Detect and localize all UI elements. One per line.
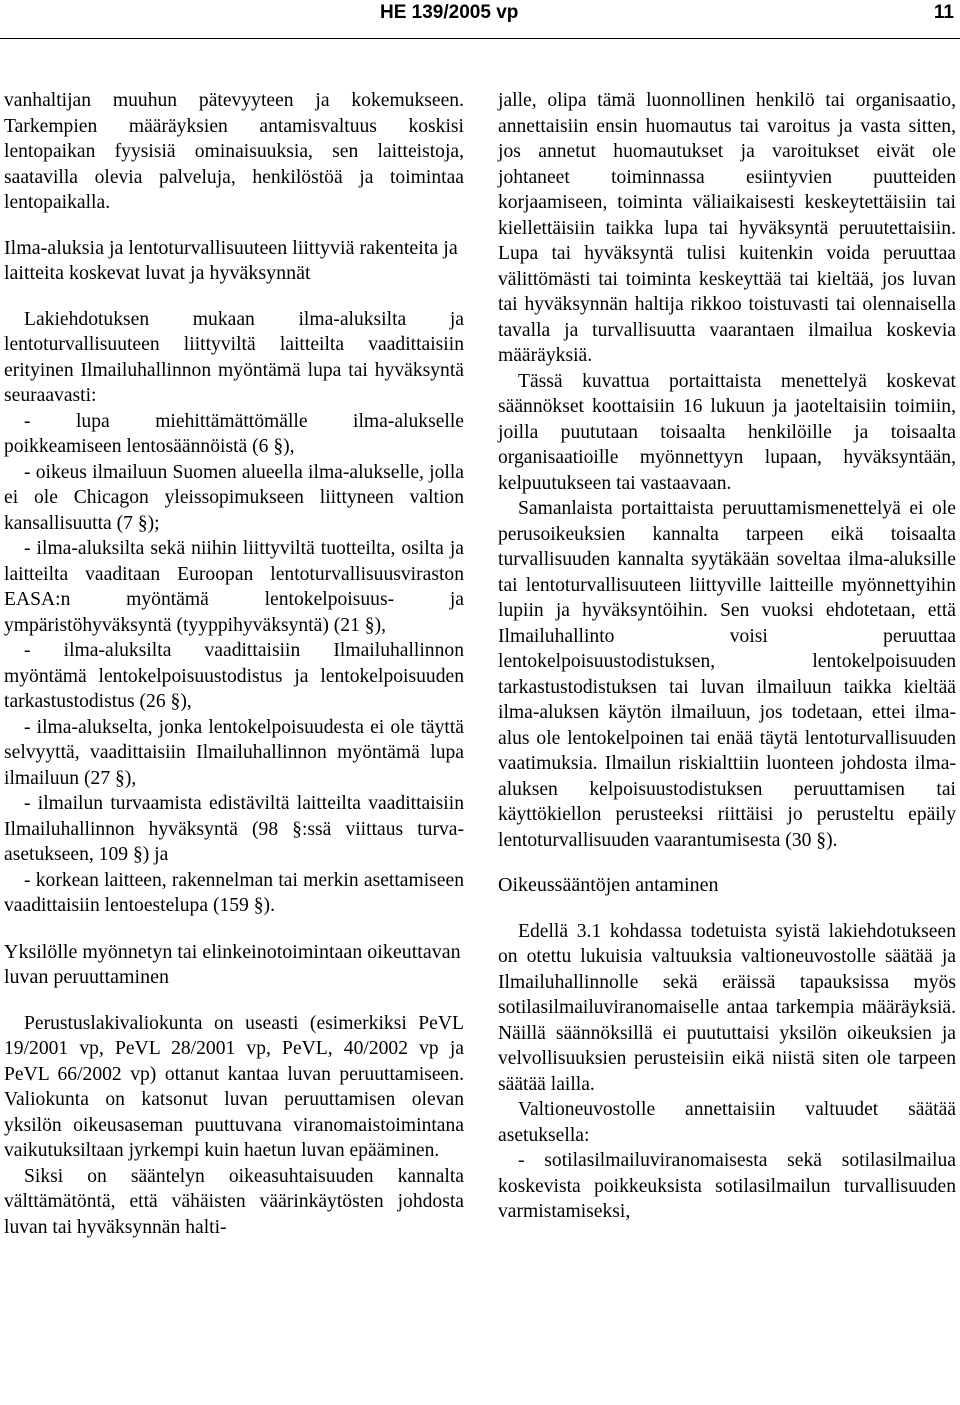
list-item: - korkean laitteen, rakennelman tai merkin asettamiseen vaadittaisiin lentoestelupa (159 §).	[4, 869, 464, 916]
right-column	[498, 88, 956, 1225]
paragraph: jalle, olipa tämä luonnollinen henkilö tai organisaatio, annettaisiin ensin huomautus tai varoitus ja vasta sitten, jos annetut huomautukset ja varoitukset eivät ole johtaneet toiminnassa esiintyvien puutteiden korjaamiseen, toiminta väliaikaisesti keskeytettäisiin tai kiellettäisiin taikka lupa tai hyväksyntä peruutettaisiin. Lupa tai hyväksyntä tulisi kuitenkin voida peruuttaa välittömästi tai toiminta keskeyttää tai kieltää, jos luvan tai hyväksynnän haltija rikkoo toistuvasti tai olennaisella tavalla ja turvallisuutta vaarantaen ilmailua koskevia määräyksiä.	[498, 90, 956, 366]
section-heading: Yksilölle myönnetyn tai elinkeinotoimintaan oikeuttavan luvan peruuttaminen	[4, 940, 461, 988]
page-number: 11	[933, 2, 954, 23]
paragraph: Valtioneuvostolle annettaisiin valtuudet säätää asetuksella:	[498, 1099, 956, 1146]
paragraph: Edellä 3.1 kohdassa todetuista syistä lakiehdotukseen on otettu lukuisia valtuuksia valtioneuvostolle säätää ja Ilmailuhallinnolle sekä eräissä tapauksissa myös sotilasilmailuviranomaiselle antaa tarkempia määräyksiä. Näillä säännöksillä ei puututtaisi yksilön oikeuksien ja velvollisuuksien perusteisiin eikä niistä siten ole tarpeen säätää lailla.	[498, 920, 956, 1095]
paragraph: vanhaltijan muuhun pätevyyteen ja kokemukseen. Tarkempien määräyksien antamisvaltuus koskisi lentopaikan fyysisiä ominaisuuksia, sen laitteistoja, saatavilla olevia palveluja, henkilöstöä ja toimintaa lentopaikalla.	[4, 90, 464, 213]
list-item: - ilma-alukselta, jonka lentokelpoisuudesta ei ole täyttä selvyyttä, vaadittaisiin Ilmailuhallinnon myöntämä lupa ilmailuun (27 §),	[4, 716, 464, 789]
paragraph: Siksi on sääntelyn oikeasuhtaisuuden kannalta välttämätöntä, että vähäisten väärinkäytösten johdosta luvan tai hyväksynnän halti-	[4, 1165, 464, 1238]
page-header	[0, 0, 960, 30]
paragraph: Perustuslakivaliokunta on useasti (esimerkiksi PeVL 19/2001 vp, PeVL 28/2001 vp, PeVL, 40/2002 vp ja PeVL 66/2002 vp) ottanut kantaa luvan peruuttamiseen. Valiokunta on katsonut luvan peruuttamisen olevan yksilön oikeusaseman puuttuvana viranomaistoimintana vaikutuksiltaan jyrkempi kuin haetun luvan epääminen.	[4, 1012, 464, 1161]
paragraph: Samanlaista portaittaista peruuttamismenettelyä ei ole perusoikeuksien kannalta tarpeen eikä toisaalta turvallisuuden kannalta syytäkään soveltaa ilma-aluksille tai lentoturvallisuuteen liittyville laitteille myönnettyihin lupiin ja hyväksyntöihin. Sen vuoksi ehdotetaan, että Ilmailuhallinto voisi peruuttaa lentokelpoisuustodistuksen, lentokelpoisuuden tarkastustodistuksen tai luvan ilmailuun taikka kieltää ilma-aluksen käytön ilmailuun, jos todetaan, ettei ilma-alus ole lentokelpoinen tai enää täytä lentoturvallisuuden vaatimuksia. Ilmailun riskialttiin luonteen johdosta ilma-aluksen kelpoisuustodistuksen peruuttamisen tai käyttökiellon perusteeksi riittäisi jo perusteltu epäily lentoturvallisuuden vaarantumisesta (30 §).	[498, 498, 956, 851]
list-item: - ilmailun turvaamista edistäviltä laitteilta vaadittaisiin Ilmailuhallinnon hyväksyntä (98 §:ssä viittaus turva-asetukseen, 109 §) ja	[4, 793, 464, 865]
list-item: - sotilasilmailuviranomaisesta sekä sotilasilmailua koskevista poikkeuksista sotilasilmailun turvallisuuden varmistamiseksi,	[498, 1150, 956, 1222]
left-column	[4, 88, 464, 1240]
section-heading: Oikeussääntöjen antaminen	[498, 874, 719, 896]
list-item: - ilma-aluksilta vaadittaisiin Ilmailuhallinnon myöntämä lentokelpoisuustodistus ja lentokelpoisuuden tarkastustodistus (26 §),	[4, 640, 464, 712]
list-item: - ilma-aluksilta sekä niihin liittyviltä tuotteilta, osilta ja laitteilta vaaditaan Euroopan lentoturvallisuusviraston EASA:n myöntämä lentokelpoisuus- ja ympäristöhyväksyntä (tyyppihyväksyntä) (21 §),	[4, 538, 464, 636]
list-item: - lupa miehittämättömälle ilma-alukselle poikkeamiseen lentosäännöistä (6 §),	[4, 410, 464, 457]
paragraph: Lakiehdotuksen mukaan ilma-aluksilta ja lentoturvallisuuteen liittyviltä laitteilta vaadittaisiin erityinen Ilmailuhallinnon myöntämä lupa tai hyväksyntä seuraavasti:	[4, 308, 464, 406]
paragraph: Tässä kuvattua portaittaista menettelyä koskevat säännökset koottaisiin 16 lukuun ja jaoteltaisiin toimiin, joilla puututaan toisaalta henkilöille ja toisaalta organisaatioille myönnettyyn lupaan, hyväksyntään, kelpuutukseen tai vastaavaan.	[498, 370, 956, 494]
header-rule	[0, 38, 960, 39]
list-item: - oikeus ilmailuun Suomen alueella ilma-alukselle, jolla ei ole Chicagon yleissopimukseen liittyneen valtion kansallisuutta (7 §);	[4, 461, 464, 534]
section-heading: Ilma-aluksia ja lentoturvallisuuteen liittyviä rakenteita ja laitteita koskevat luvat ja hyväksynnät	[4, 236, 458, 284]
document-id: HE 139/2005 vp	[380, 2, 519, 23]
